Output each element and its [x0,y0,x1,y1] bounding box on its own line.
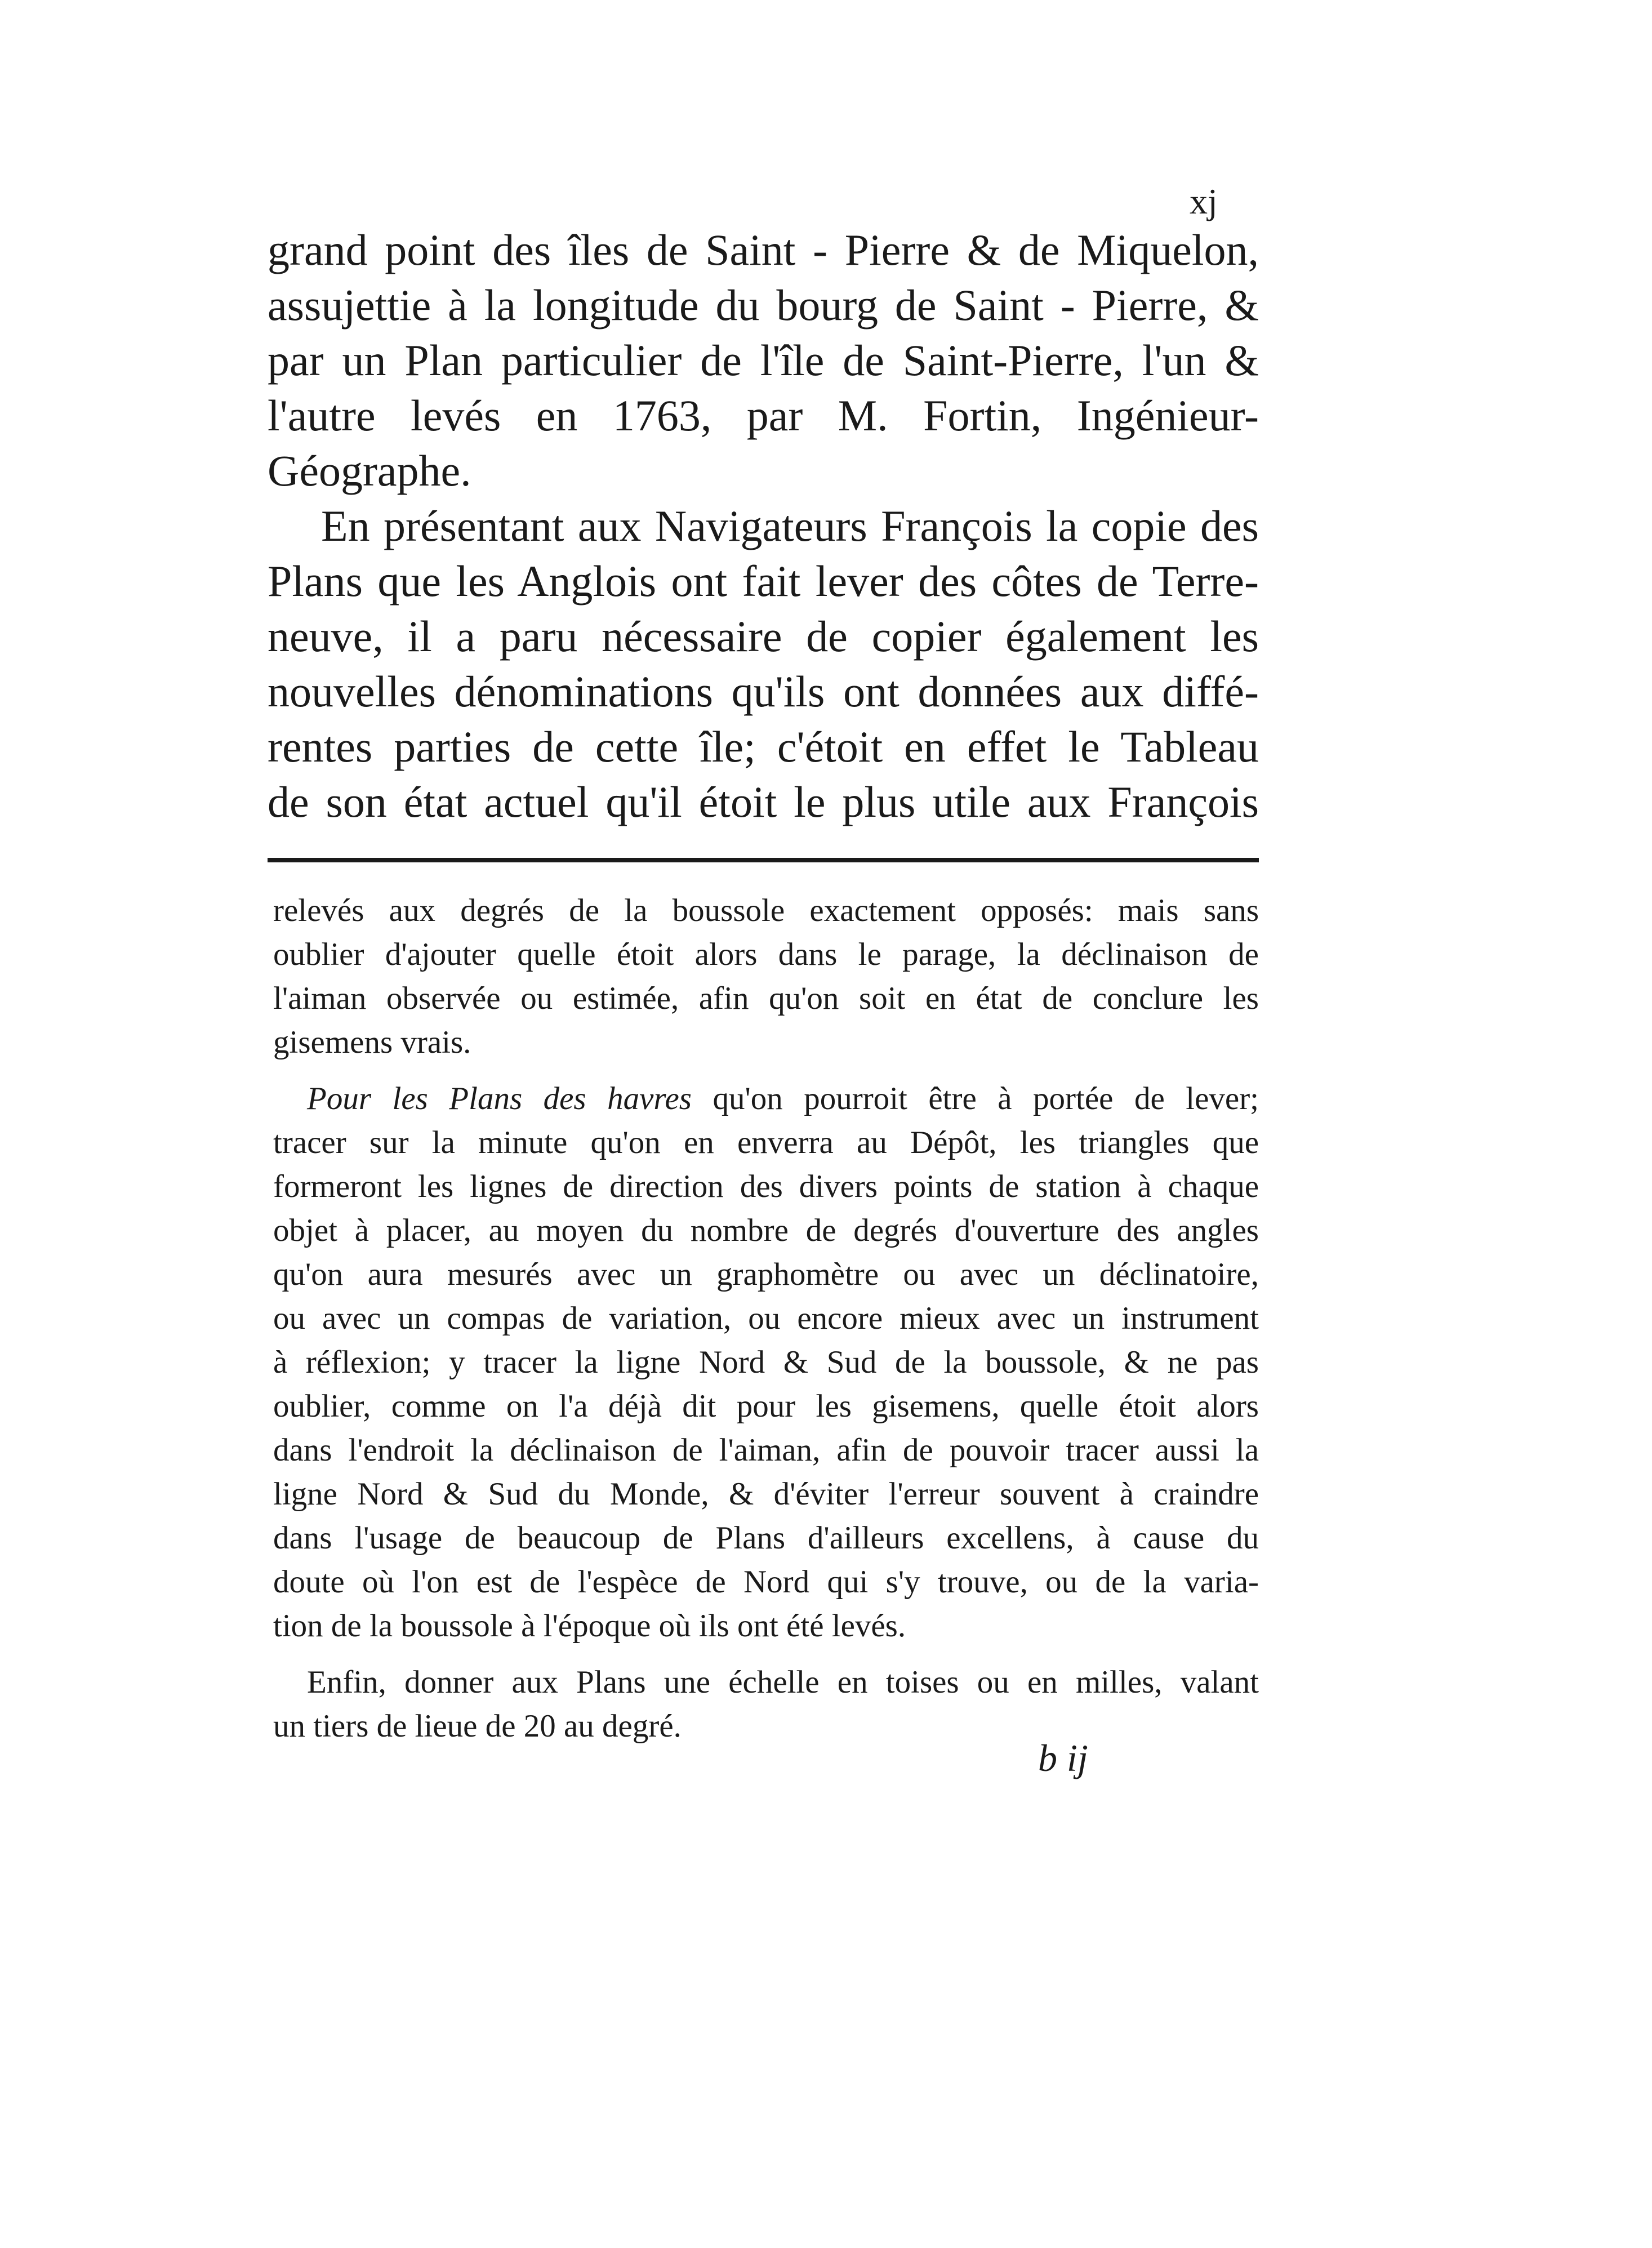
main-text-line: En présentant aux Navigateurs François la copie des [321,501,1259,550]
footnote-line: ou avec un compas de variation, ou encore mieux avec un instrument [273,1301,1259,1336]
main-text [268,222,1259,830]
main-text-line: de son état actuel qu'il étoit le plus utile aux François [268,777,1259,826]
footnote-line: formeront les lignes de direction des divers points de station à chaque [273,1169,1259,1204]
footnote-line: Enfin, donner aux Plans une échelle en toises ou en milles, valant [307,1664,1259,1700]
footnote-line: relevés aux degrés de la boussole exactement opposés: mais sans [273,893,1259,928]
main-text-line: grand point des îles de Saint - Pierre & de Miquelon, [268,225,1259,274]
main-text-line: l'autre levés en 1763, par M. Fortin, Ingénieur- [268,391,1259,440]
footnote-line: qu'on aura mesurés avec un graphomètre ou avec un déclinatoire, [273,1257,1259,1292]
signature-mark: b ij [1038,1737,1088,1779]
footnote-paragraph [273,1661,1259,1748]
footnote-paragraph [273,889,1259,1065]
footnote-line: gisemens vrais. [273,1025,471,1060]
main-text-line: nouvelles dénominations qu'ils ont données aux diffé- [268,667,1259,716]
main-text-line: Géographe. [268,446,471,495]
footnote-line: objet à placer, au moyen du nombre de degrés d'ouverture des angles [273,1213,1259,1248]
footnote-line: l'aiman observée ou estimée, afin qu'on soit en état de conclure les [273,981,1259,1016]
footnote-line: tion de la boussole à l'époque où ils ont été levés. [273,1608,906,1644]
main-text-line: rentes parties de cette île; c'étoit en effet le Tableau [268,722,1259,771]
footnote-divider [268,858,1259,862]
footnote-line [273,1077,1259,1121]
main-text-line: Plans que les Anglois ont fait lever des côtes de Terre- [268,557,1259,606]
footnote-line: un tiers de lieue de 20 au degré. [273,1708,682,1744]
footnote-paragraph [273,1077,1259,1648]
footnote-italic-lead: Pour les Plans des havres [307,1081,692,1116]
footnote-line: à réflexion; y tracer la ligne Nord & Sud de la boussole, & ne pas [273,1345,1259,1380]
main-text-line: par un Plan particulier de l'île de Saint-Pierre, l'un & [268,336,1259,385]
footnote-line: ligne Nord & Sud du Monde, & d'éviter l'erreur souvent à craindre [273,1476,1259,1512]
footnote-line: oublier d'ajouter quelle étoit alors dans le parage, la déclinaison de [273,937,1259,972]
footnote-line: doute où l'on est de l'espèce de Nord qui s'y trouve, ou de la varia- [273,1564,1259,1600]
footnote-line: dans l'endroit la déclinaison de l'aiman, afin de pouvoir tracer aussi la [273,1432,1259,1468]
footnotes [273,889,1259,1761]
main-text-line: assujettie à la longitude du bourg de Saint - Pierre, & [268,281,1259,330]
main-text-line: neuve, il a paru nécessaire de copier également les [268,612,1259,661]
page-number: xj [1190,181,1218,221]
footnote-line: dans l'usage de beaucoup de Plans d'ailleurs excellens, à cause du [273,1520,1259,1556]
footnote-line: oublier, comme on l'a déjà dit pour les gisemens, quelle étoit alors [273,1388,1259,1424]
footnote-line: tracer sur la minute qu'on en enverra au Dépôt, les triangles que [273,1125,1259,1160]
footnote-line-rest: qu'on pourroit être à portée de lever; [691,1081,1259,1116]
